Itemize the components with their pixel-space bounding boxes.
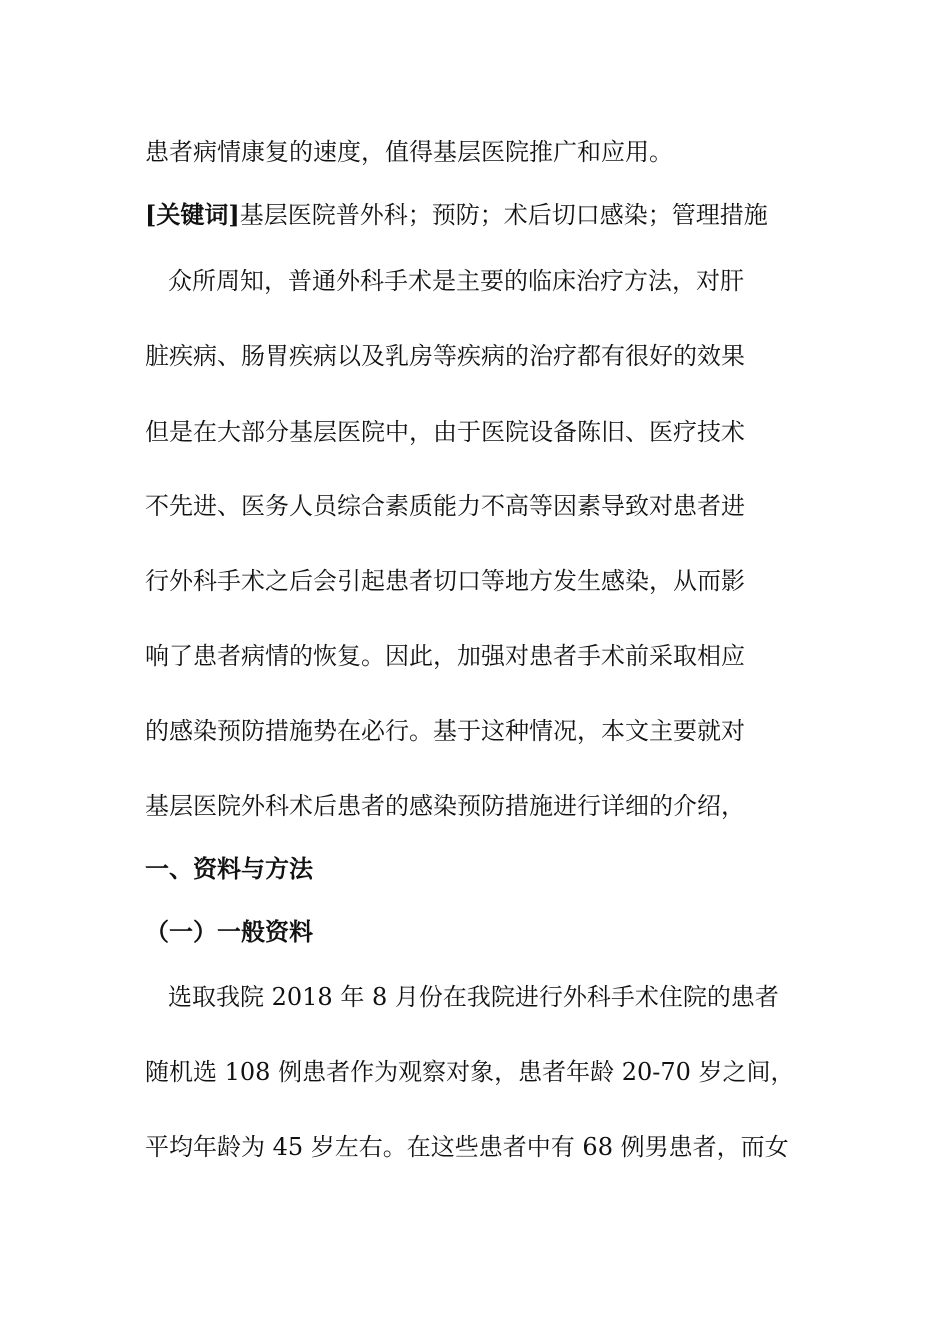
keywords-label: [关键词] — [145, 200, 240, 229]
paragraph2-line: 随机选 108 例患者作为观察对象，患者年龄 20-70 岁之间， — [145, 1058, 795, 1086]
intro-line: 患者病情康复的速度，值得基层医院推广和应用。 — [145, 138, 673, 166]
section-heading: 一、资料与方法 — [145, 854, 313, 883]
paragraph1-line: 的感染预防措施势在必行。基于这种情况，本文主要就对 — [145, 717, 745, 745]
paragraph2-line: 选取我院 2018 年 8 月份在我院进行外科手术住院的患者 — [168, 983, 779, 1011]
paragraph1-line: 众所周知，普通外科手术是主要的临床治疗方法，对肝 — [168, 267, 744, 295]
paragraph1-line: 响了患者病情的恢复。因此，加强对患者手术前采取相应 — [145, 642, 745, 670]
paragraph1-line: 行外科手术之后会引起患者切口等地方发生感染，从而影 — [145, 567, 745, 595]
paragraph1-line: 脏疾病、肠胃疾病以及乳房等疾病的治疗都有很好的效果 — [145, 342, 745, 370]
keywords-text: 基层医院普外科；预防；术后切口感染；管理措施 — [239, 201, 768, 229]
subsection-heading: （一）一般资料 — [145, 917, 313, 946]
paragraph1-line: 但是在大部分基层医院中，由于医院设备陈旧、医疗技术 — [145, 418, 745, 446]
paragraph1-line: 不先进、医务人员综合素质能力不高等因素导致对患者进 — [145, 492, 745, 520]
paragraph1-line: 基层医院外科术后患者的感染预防措施进行详细的介绍， — [145, 792, 745, 820]
keywords-line — [145, 199, 815, 231]
paragraph2-line: 平均年龄为 45 岁左右。在这些患者中有 68 例男患者，而女 — [145, 1133, 789, 1161]
